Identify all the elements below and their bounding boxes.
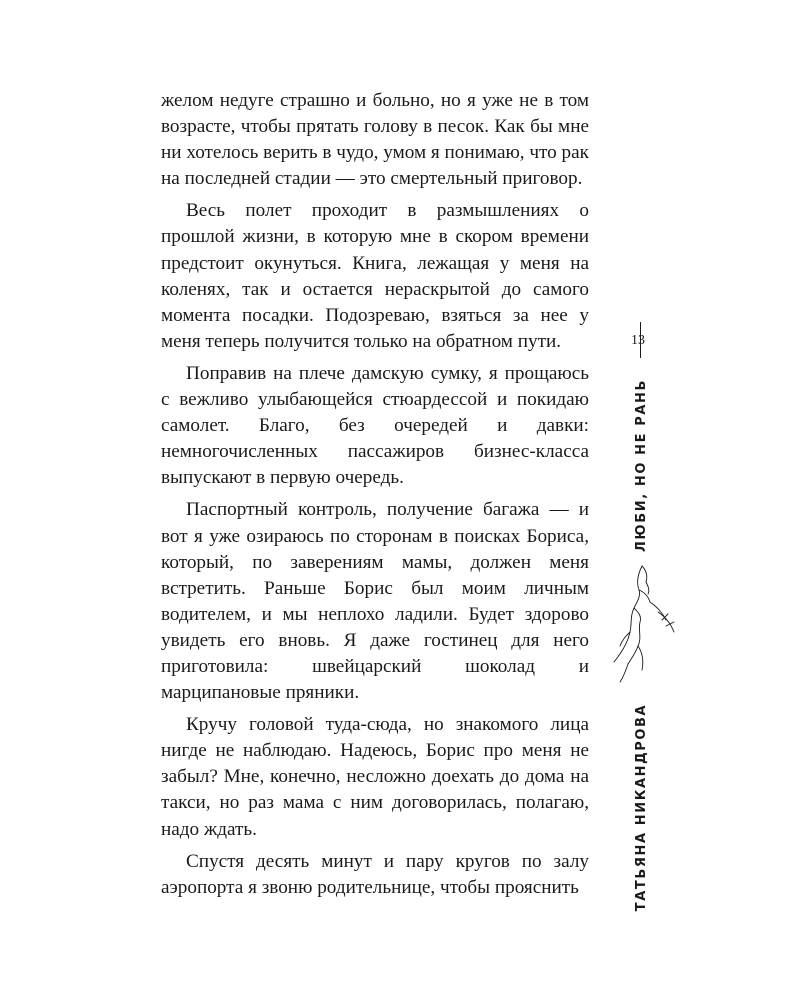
body-text [161,88,589,901]
line-art-illustration-icon [608,560,680,690]
running-title [632,378,652,552]
paragraph-4: Паспортный контроль, получение багажа — и вот я уже озираюсь по сторонам в поисках Бориса, который, по заверениям мамы, должен меня встретить. Раньше Борис был моим личным водителем, и мы неплохо ладили. Будет здорово увидеть его вновь. Я даже гостинец для него приготовила: швейцарский шоколад и марципановые пряники. [161,499,589,704]
running-author [632,703,652,912]
book-title: ЛЮБИ, НО НЕ РАНЬ [634,378,650,552]
paragraph-1: желом недуге страшно и больно, но я уже не в том возрасте, чтобы прятать голову в песок. Как бы мне ни хотелось верить в чудо, умом я понимаю, что рак на последней стадии — это смертельный приговор. [161,90,589,190]
book-author: ТАТЬЯНА НИКАНДРОВА [634,703,650,912]
paragraph-2: Весь полет проходит в размышлениях о прошлой жизни, в которую мне в скором времени предстоит окунуться. Книга, лежащая у меня на коленях, так и остается нераскрытой до самого момента посадки. Подозреваю, взяться за нее у меня теперь получится только на обратном пути. [161,200,589,352]
paragraph-6: Спустя десять минут и пару кругов по залу аэропорта я звоню родительнице, чтобы прояснить [161,850,589,898]
page-number: 13 [631,333,645,348]
paragraph-5: Кручу головой туда-сюда, но знакомого лица нигде не наблюдаю. Надеюсь, Борис про меня не забыл? Мне, конечно, несложно доехать до дома на такси, но раз мама с ним договорилась, полагаю, надо ждать. [161,714,589,840]
paragraph-3: Поправив на плече дамскую сумку, я прощаюсь с вежливо улыбающейся стюардессой и покидаю самолет. Благо, без очередей и давки: немногочисленных пассажиров бизнес-класса выпускают в первую очередь. [161,362,589,489]
